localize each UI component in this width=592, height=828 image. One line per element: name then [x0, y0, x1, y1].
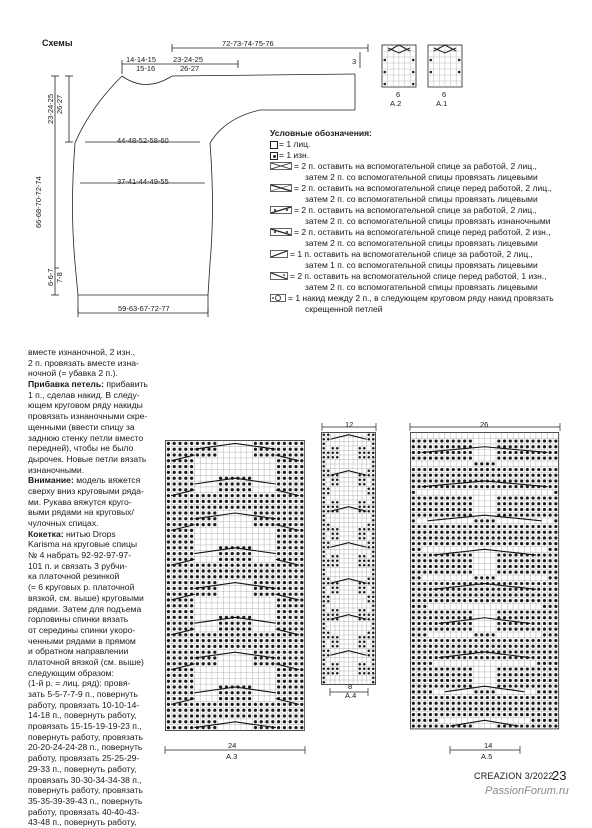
- dim-yoke-b: 26-27: [55, 94, 64, 114]
- cable-2-2-front-purl-icon: [270, 228, 292, 236]
- dim-shoulder-b: 26-27: [180, 64, 200, 73]
- chart-a4-label: A.4: [345, 691, 357, 700]
- dim-waist: 37-41-44-49-55: [117, 177, 169, 186]
- page-number: 23: [552, 768, 567, 783]
- section-title-increase: Прибавка петель:: [28, 379, 104, 390]
- chart-a2-count: 6: [396, 90, 401, 99]
- chart-a4-top: 12: [345, 420, 354, 429]
- text-line: вместе изнаночной, 2 изн.,: [28, 347, 136, 357]
- dim-hem-b: 7-8: [55, 272, 64, 283]
- chart-a5-label: A.5: [481, 752, 493, 761]
- schemes-title: Схемы: [42, 38, 73, 48]
- dim-shoulder-a: 23-24-25: [173, 55, 204, 64]
- dim-length: 66-68-70-72-74: [34, 176, 43, 228]
- section-title-attention: Внимание:: [28, 475, 74, 486]
- cable-2-1-front-icon: [270, 272, 288, 280]
- chart-a1-count: 6: [442, 90, 447, 99]
- dim-neck-b: 15-16: [136, 64, 156, 73]
- section-title-yoke: Кокетка:: [28, 528, 64, 539]
- purl-dot-icon: [270, 152, 278, 160]
- dim-neck-a: 14-14-15: [126, 55, 157, 64]
- legend-title: Условные обозначения:: [270, 128, 372, 138]
- dim-top-width: 72-73-74-75-76: [222, 39, 274, 48]
- chart-a5-top: 26: [480, 420, 489, 429]
- magazine-name: CREAZION 3/2022: [474, 771, 554, 781]
- knit-square-icon: [270, 141, 278, 149]
- cable-2-2-front-knit-icon: [270, 184, 292, 192]
- text-line: 2 п. провязать вместе изна-: [28, 357, 139, 368]
- dim-yoke-a: 23-24-25: [46, 93, 55, 124]
- cable-2-2-back-knit-icon: [270, 162, 292, 170]
- dim-hem-a: 6-6-7: [46, 268, 55, 286]
- chart-a1-label: A.1: [436, 99, 448, 108]
- dim-sleeve-end: 3: [352, 57, 357, 66]
- chart-a2: [381, 44, 417, 88]
- cable-1-2-back-icon: [270, 250, 288, 258]
- chart-a5-count: 14: [484, 741, 493, 750]
- chart-a1: [427, 44, 463, 88]
- chart-dim-lines: [160, 420, 570, 770]
- chart-a2-label: A.2: [390, 99, 402, 108]
- yarn-over-circle-icon: [270, 294, 286, 302]
- text-line: ночной (= убавка 2 п.).: [28, 368, 118, 379]
- instructions-text: вместе изнаночной, 2 изн., 2 п. провязать вместе изна- ночной (= убавка 2 п.). Прибавка петель: прибавить 1 п., сделав накид. В следу- ющем круговом ряду накиды провязать изнаночными скре- щенными (ввести спицу за заднюю стенку петли вместо передней), чтобы не было дырочек. Новые петли вязать изнаночными. Внимание: модель вяжется сверху вниз круговыми ряда- ми. Рукава вяжутся круго- выми рядами на круговых/ чулочных спицах. Кокетка: нитью Drops Karisma на круговые спицы № 4 набрать 92-92-97-97- 101 п. и связать 3 рубчи- ка платочной резинкой (= 6 круговых р. платочной вязкой, см. выше) круговыми рядами. Затем для подъема горловины спинки вязать от середины спинки укоро- ченными рядами в прямом и обратном направлении платочной вязкой (см. выше) следующим образом: (1-й р. = лиц. ряд): провя- зать 5-5-7-7-9 п., повернуть работу, провязать 10-10-14- 14-18 п., повернуть работу, провязать 15-15-19-19-23 п., повернуть работу, провязать 20-20-24-24-28 п., повернуть работу, провязать 25-25-29- 29-33 п., повернуть работу, провязать 30-30-34-34-38 п., повернуть работу, провязать 35-35-39-39-43 п., повернуть работу, провязать 40-40-43- 43-48 п., повернуть работу,: [28, 347, 163, 828]
- legend: Условные обозначения: = 1 лиц. = 1 изн. = 2 п. оставить на вспомогательной спице за работой, 2 лиц., затем 2 п. со вспомогательной спицы провязать лицевыми = 2 п. оставить на вспомогательной спице перед работой, 2 лиц., затем 2 п. со вспомогательной спицы провязать лицевыми = 2 п. оставить на вспомогательной спице за работой, 2 лиц., затем 2 п. со вспомогательной спицы провязать изнаночными = 2 п. оставить на вспомогательной спице перед работой, 2 изн., затем 2 п. со вспомогательной спицы провязать лицевыми = 1 п. оставить на вспомогательной спице за работой, 2 лиц., затем 1 п. со вспомогательной спицы провязать лицевыми = 2 п. оставить на вспомогательной спице перед работой, 1 изн., затем 2 п. со вспомогательной спицы провязать лицевыми = 1 накид между 2 п., в следующем круговом ряду накид провязать скрещенной петлей: [270, 128, 554, 314]
- cable-2-2-back-purl-icon: [270, 206, 292, 214]
- watermark-site: PassionForum.ru: [485, 785, 569, 797]
- dim-bottom: 59-63-67-72-77: [118, 304, 170, 313]
- dim-chest: 44-48-52-58-60: [117, 136, 169, 145]
- chart-a3-count: 24: [228, 741, 237, 750]
- chart-a4-count: 8: [348, 682, 353, 691]
- chart-a3-label: A.3: [226, 752, 238, 761]
